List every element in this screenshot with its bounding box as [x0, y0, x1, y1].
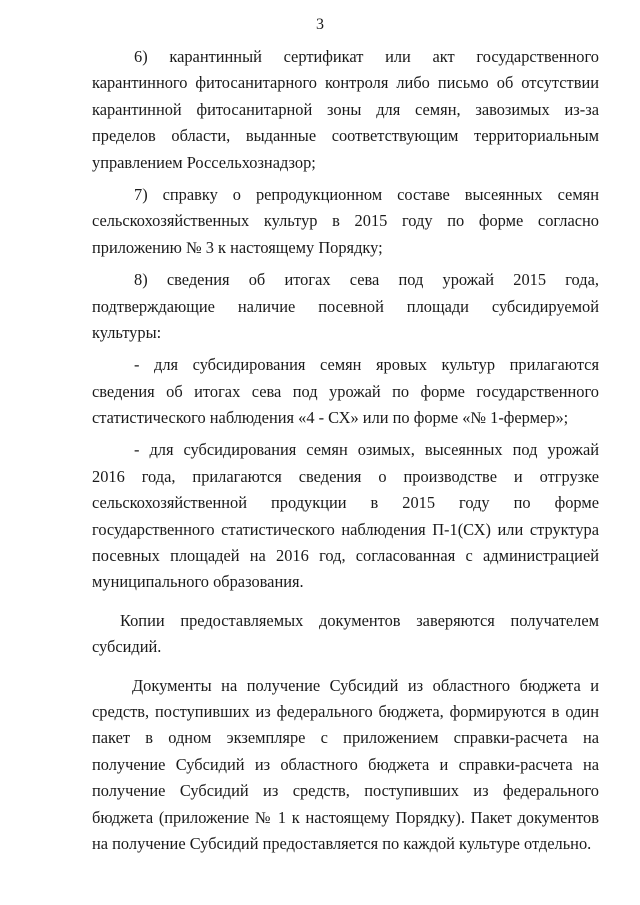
text-line: 2016 года, прилагаются сведения о производстве и отгрузке: [92, 466, 599, 486]
text-line: государственного статистического наблюдения П-1(СХ) или структура: [92, 519, 599, 539]
text-line: 8) сведения об итогах сева под урожай 2015 года,: [134, 270, 599, 290]
text-line: - для субсидирования семян озимых, высеянных под урожай: [134, 440, 599, 460]
text-line: муниципального образования.: [92, 572, 304, 592]
text-line: получение Субсидий из средств, поступивших из федерального: [92, 781, 599, 801]
text-line: субсидий.: [92, 637, 162, 657]
text-line: управлением Россельхознадзор;: [92, 152, 316, 172]
text-line: Документы на получение Субсидий из областного бюджета и: [132, 675, 599, 695]
text-line: пределов области, выданные соответствующим территориальным: [92, 126, 599, 146]
text-line: на получение Субсидий предоставляется по каждой культуре отдельно.: [92, 833, 592, 853]
text-line: бюджета (приложение № 1 к настоящему Порядку). Пакет документов: [92, 807, 599, 827]
paragraph-item-8: [92, 267, 599, 346]
paragraph-item-7: [92, 182, 599, 261]
text-line: карантинной фитосанитарной зоны для семян, завозимых из-за: [92, 99, 599, 119]
text-line: пакет в одном экземпляре с приложением справки-расчета на: [92, 728, 599, 748]
text-line: культуры:: [92, 322, 162, 342]
text-line: сельскохозяйственной продукции в 2015 году по форме: [92, 493, 599, 513]
text-line: Копии предоставляемых документов заверяются получателем: [120, 610, 599, 630]
text-line: статистического наблюдения «4 - СХ» или по форме «№ 1-фермер»;: [92, 408, 569, 428]
paragraph-spring-crops: [92, 352, 599, 431]
paragraph-item-6: [92, 44, 599, 176]
text-line: 7) справку о репродукционном составе высеянных семян: [134, 184, 599, 204]
text-line: карантинного фитосанитарного контроля либо письмо об отсутствии: [92, 73, 599, 93]
text-line: средств, поступивших из федерального бюджета, формируются в один: [92, 701, 599, 721]
text-line: сельскохозяйственных культур в 2015 году по форме согласно: [92, 211, 599, 231]
text-line: сведения об итогах сева под урожай по форме государственного: [92, 381, 599, 401]
text-line: - для субсидирования семян яровых культур прилагаются: [134, 355, 599, 375]
paragraph-documents: [92, 673, 599, 858]
text-line: 6) карантинный сертификат или акт государственного: [134, 47, 599, 66]
text-line: приложению № 3 к настоящему Порядку;: [92, 237, 383, 257]
text-line: подтверждающие наличие посевной площади субсидируемой: [92, 296, 599, 316]
paragraph-copies: [92, 608, 599, 661]
document-body: [92, 44, 599, 857]
page-number: 3: [316, 16, 324, 33]
paragraph-winter-crops: [92, 437, 599, 595]
text-line: получение Субсидий из областного бюджета и справки-расчета на: [92, 754, 599, 774]
text-line: посевных площадей на 2016 год, согласованная с администрацией: [92, 546, 599, 566]
